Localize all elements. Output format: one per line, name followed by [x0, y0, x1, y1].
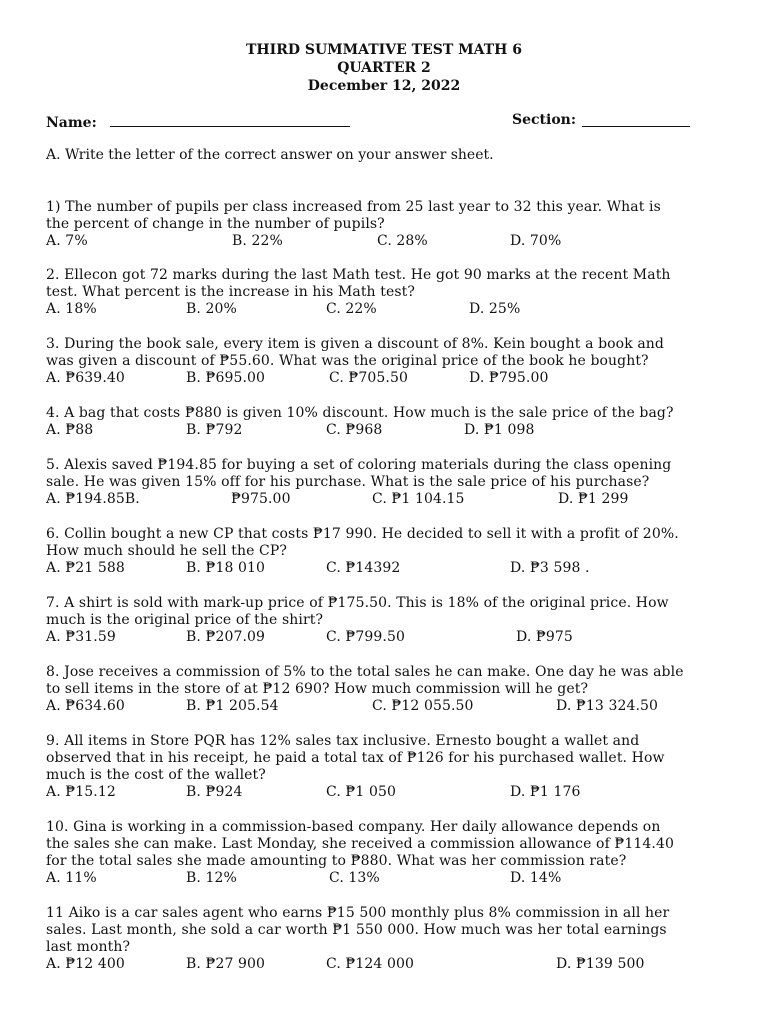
option-d: D. ₱3 598 . — [510, 560, 590, 576]
option-b: ₱975.00 — [231, 491, 291, 507]
question-stem: 3. During the book sale, every item is given a discount of 8%. Kein bought a book and was given a discount of ₱55.60. What was the original price of the book he bought? — [46, 336, 664, 369]
option-c: C. ₱968 — [326, 422, 383, 438]
options-row — [46, 560, 726, 577]
section-label: Section: — [512, 112, 577, 128]
test-date: December 12, 2022 — [307, 78, 461, 94]
option-d: D. 70% — [510, 233, 562, 249]
quarter-label: QUARTER 2 — [337, 60, 431, 76]
option-c: C. 13% — [329, 870, 380, 886]
option-a: A. 18% — [46, 301, 97, 317]
option-b: B. 20% — [186, 301, 237, 317]
question-stem: 4. A bag that costs ₱880 is given 10% discount. How much is the sale price of the bag? — [46, 405, 674, 421]
options-row — [46, 233, 726, 250]
option-a: A. 11% — [46, 870, 97, 886]
question-8 — [46, 664, 726, 715]
test-title: THIRD SUMMATIVE TEST MATH 6 — [246, 42, 522, 58]
option-c: C. ₱705.50 — [329, 370, 408, 386]
option-b: B. ₱695.00 — [186, 370, 266, 386]
option-a: A. ₱31.59 — [46, 629, 116, 645]
option-b: B. ₱207.09 — [186, 629, 266, 645]
question-stem: 11 Aiko is a car sales agent who earns ₱15 500 monthly plus 8% commission in all her sales. Last month, she sold a car worth ₱1 550 000. How much was her total earnings last month? — [46, 905, 670, 955]
option-b: B. ₱924 — [186, 784, 243, 800]
name-field-line[interactable] — [110, 112, 350, 127]
option-a: A. ₱12 400 — [46, 956, 125, 972]
option-c: C. ₱799.50 — [326, 629, 405, 645]
question-stem: 6. Collin bought a new CP that costs ₱17 990. He decided to sell it with a profit of 20%. How much should he sell the CP? — [46, 526, 679, 559]
question-1 — [46, 199, 726, 250]
option-d: D. ₱1 098 — [464, 422, 535, 438]
question-10 — [46, 819, 726, 887]
option-d: D. ₱13 324.50 — [556, 698, 659, 714]
options-row — [46, 301, 726, 318]
option-c: C. ₱124 000 — [326, 956, 414, 972]
option-b: B. ₱792 — [186, 422, 243, 438]
question-6 — [46, 526, 726, 577]
question-stem: 7. A shirt is sold with mark-up price of ₱175.50. This is 18% of the original price. How much is the original price of the shirt? — [46, 595, 669, 628]
question-9 — [46, 733, 726, 801]
question-7 — [46, 595, 726, 646]
question-stem: 5. Alexis saved ₱194.85 for buying a set of coloring materials during the class opening sale. He was given 15% off for his purchase. What is the sale price of his purchase? — [46, 457, 672, 490]
option-d: D. ₱795.00 — [469, 370, 549, 386]
options-row — [46, 956, 726, 973]
options-row — [46, 870, 726, 887]
question-stem: 2. Ellecon got 72 marks during the last Math test. He got 90 marks at the recent Math test. What percent is the increase in his Math test? — [46, 267, 671, 300]
instructions: A. Write the letter of the correct answer on your answer sheet. — [46, 147, 494, 163]
question-3 — [46, 336, 726, 387]
option-d: D. 14% — [510, 870, 562, 886]
option-c: C. ₱1 050 — [326, 784, 396, 800]
option-a: A. ₱194.85B. — [46, 491, 140, 507]
options-row — [46, 422, 726, 439]
options-row — [46, 629, 726, 646]
option-c: C. 22% — [326, 301, 377, 317]
name-section-row — [46, 112, 706, 131]
question-4 — [46, 405, 726, 439]
question-stem: 10. Gina is working in a commission-based company. Her daily allowance depends on the sales she can make. Last Monday, she received a commission allowance of ₱114.40 for the total sales she made amounting to ₱880. What was her commission rate? — [46, 819, 674, 869]
option-b: B. ₱27 900 — [186, 956, 266, 972]
option-b: B. ₱1 205.54 — [186, 698, 279, 714]
section-field-line[interactable] — [582, 112, 690, 127]
option-c: C. ₱12 055.50 — [372, 698, 474, 714]
question-5 — [46, 457, 726, 508]
option-d: D. ₱139 500 — [556, 956, 645, 972]
options-row — [46, 698, 726, 715]
options-row — [46, 370, 726, 387]
option-b: B. 12% — [186, 870, 237, 886]
option-a: A. ₱88 — [46, 422, 94, 438]
option-a: A. ₱21 588 — [46, 560, 125, 576]
question-stem: 9. All items in Store PQR has 12% sales tax inclusive. Ernesto bought a wallet and observed that in his receipt, he paid a total tax of ₱126 for his purchased wallet. How much is the cost of the wallet? — [46, 733, 665, 783]
option-c: C. ₱14392 — [326, 560, 401, 576]
option-d: D. ₱975 — [516, 629, 573, 645]
option-c: C. ₱1 104.15 — [372, 491, 465, 507]
question-11 — [46, 905, 726, 973]
question-stem: 8. Jose receives a commission of 5% to the total sales he can make. One day he was able to sell items in the store of at ₱12 690? How much commission will he get? — [46, 664, 684, 697]
option-d: D. ₱1 176 — [510, 784, 581, 800]
option-b: B. 22% — [232, 233, 283, 249]
option-a: A. 7% — [46, 233, 88, 249]
options-row — [46, 784, 726, 801]
option-c: C. 28% — [377, 233, 428, 249]
name-label: Name: — [46, 115, 97, 131]
option-d: D. ₱1 299 — [558, 491, 629, 507]
options-row — [46, 491, 726, 508]
option-a: A. ₱639.40 — [46, 370, 125, 386]
option-a: A. ₱634.60 — [46, 698, 125, 714]
question-2 — [46, 267, 726, 318]
option-a: A. ₱15.12 — [46, 784, 116, 800]
question-stem: 1) The number of pupils per class increased from 25 last year to 32 this year. What is the percent of change in the number of pupils? — [46, 199, 661, 232]
option-d: D. 25% — [469, 301, 521, 317]
option-b: B. ₱18 010 — [186, 560, 266, 576]
